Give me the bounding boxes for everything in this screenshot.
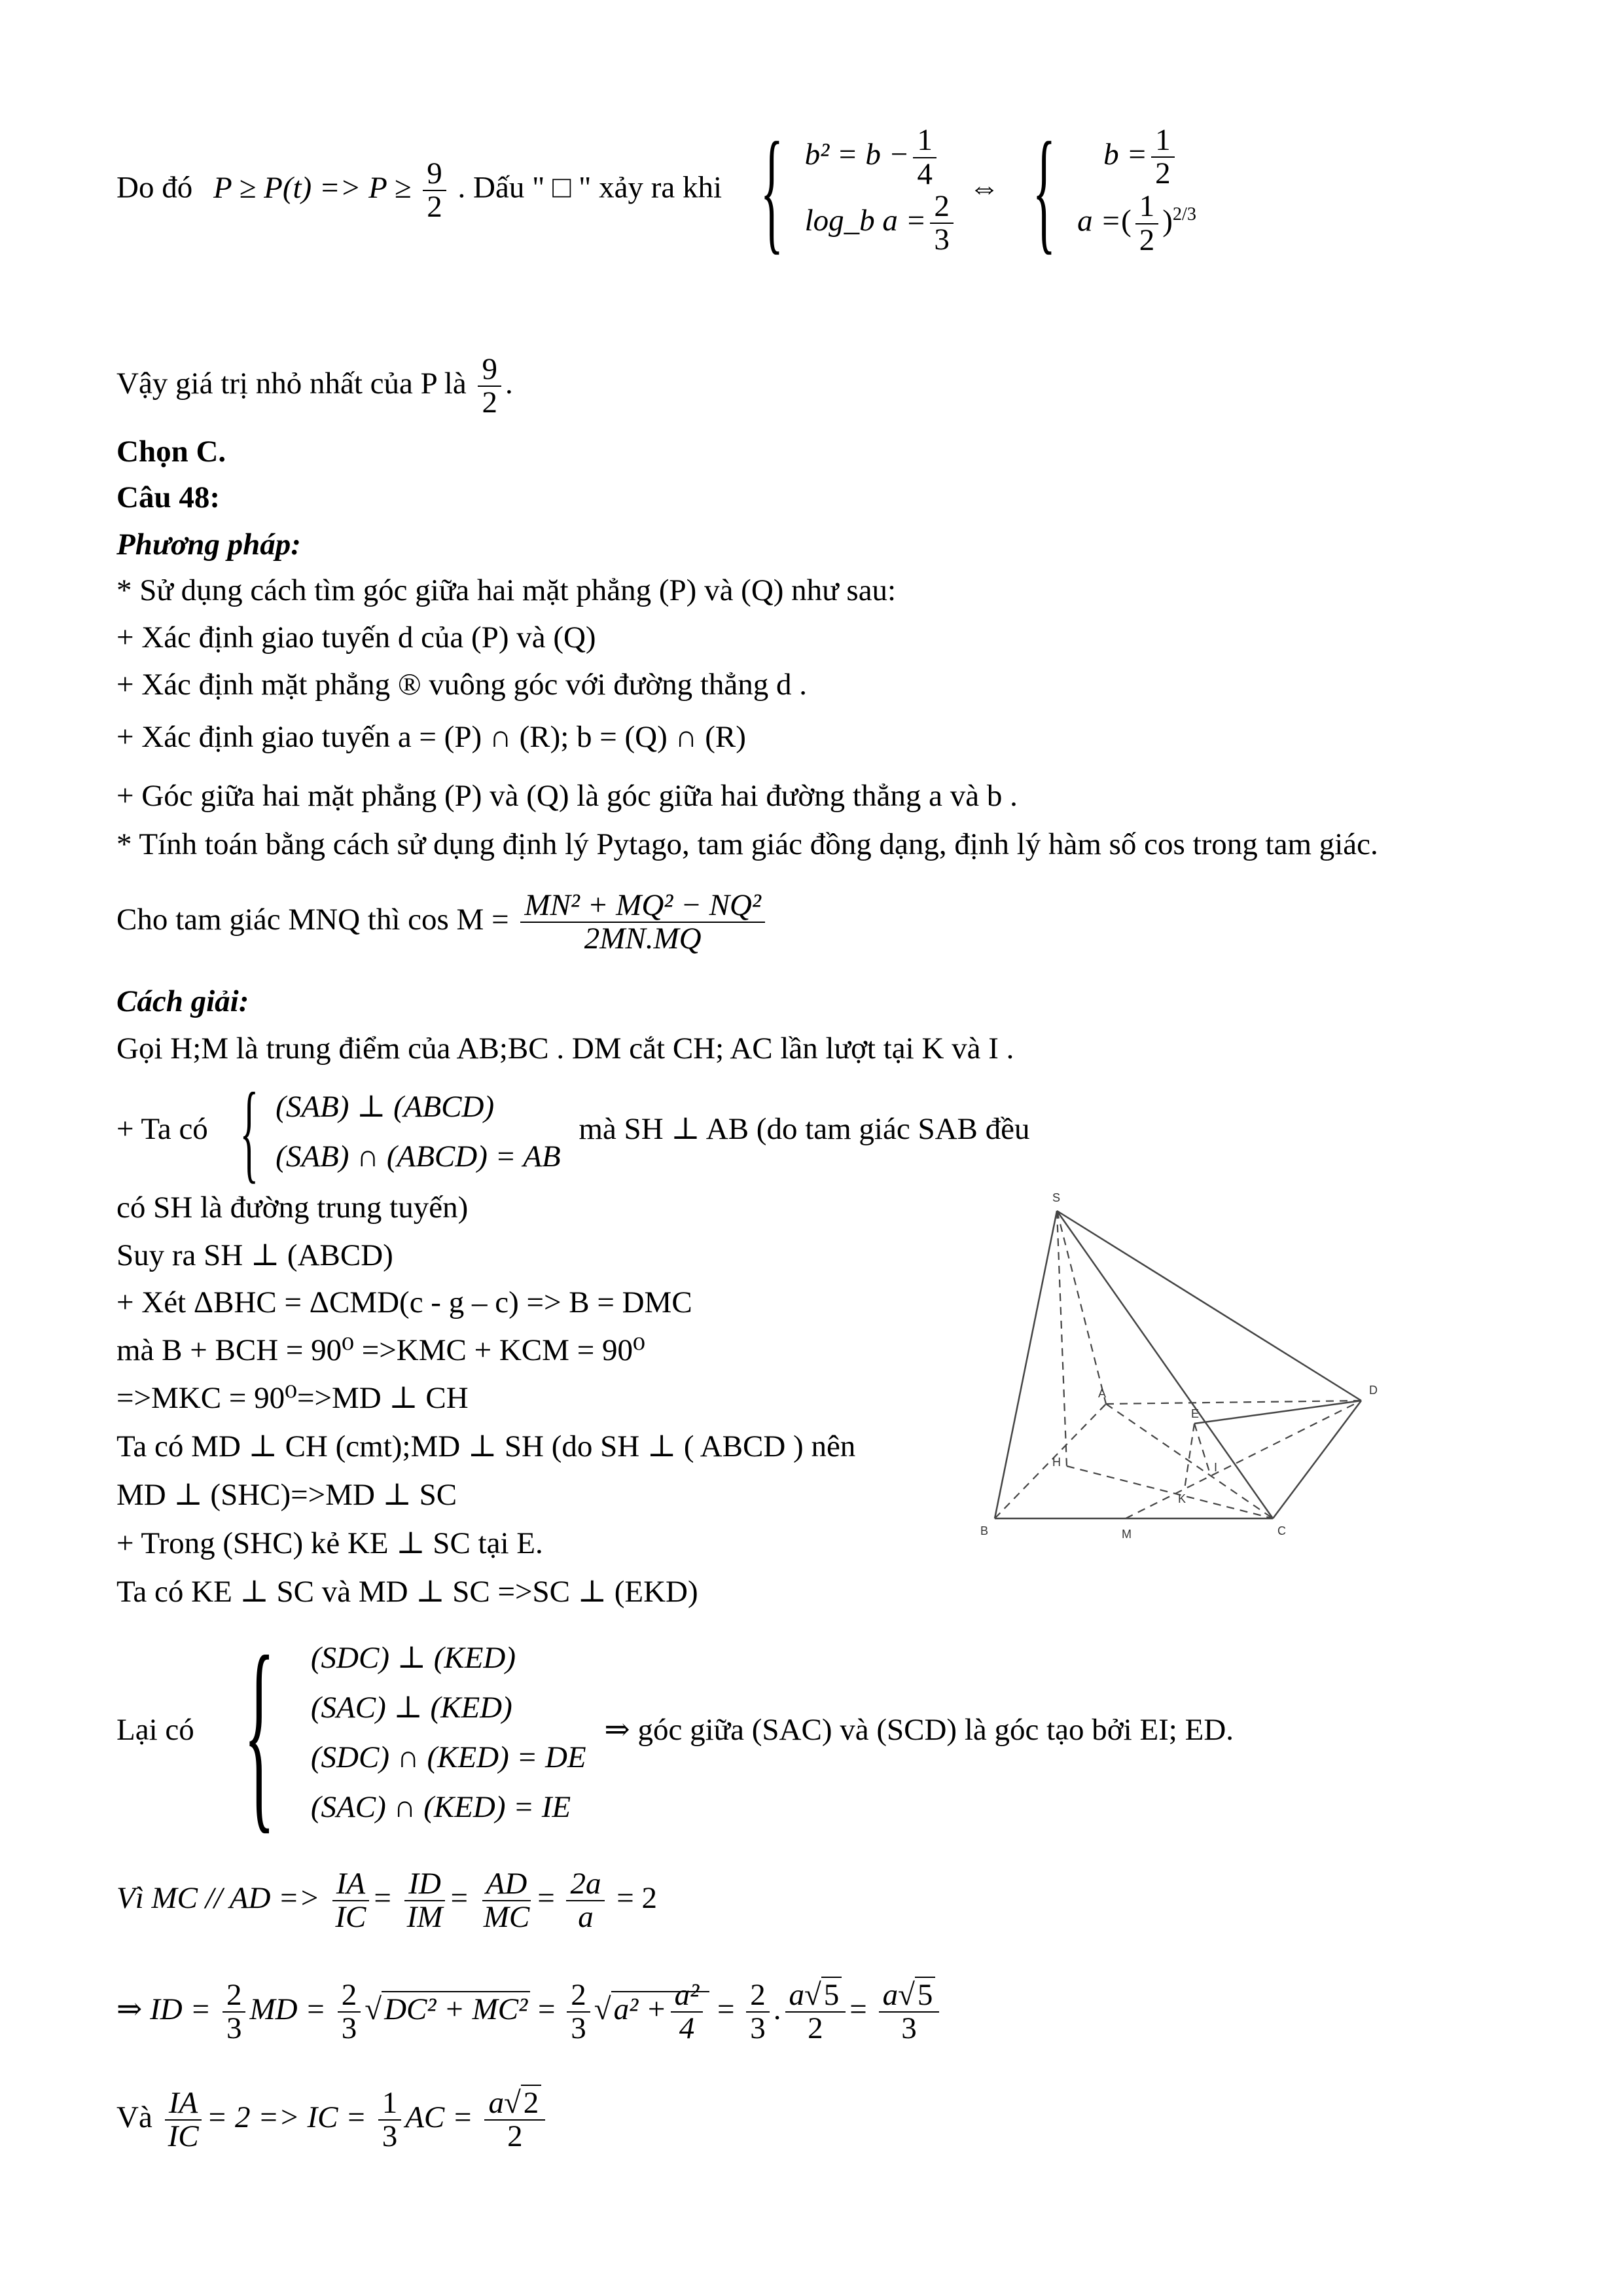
fraction-nine-halves: $\frac{9}{2}$ xyxy=(423,158,446,224)
question-title: Câu 48: xyxy=(116,480,220,514)
system-solution: { b = $\frac{1}{2}$ a =( $\frac{1}{2}$ )$^{2/3}$ xyxy=(1033,114,1196,266)
pyramid-figure xyxy=(969,1178,1427,1545)
system-b-log: { b² = b − $\frac{1}{4}$ log_b a = $\frac{2}{3}$ xyxy=(739,124,957,256)
ta-co-system-line: + Ta có { (SAB) ⊥ (ABCD) (SAB) ∩ (ABCD) = AB mà SH ⊥ AB (do tam giác SAB đều xyxy=(116,1070,1030,1194)
id-computation-line: ⇒ ID = $\frac{2}{3}$ MD = $\frac{2}{3}$ √DC² + MC² = $\frac{2}{3}$ √a² + $\frac{\text{a²}}{4}$ = $\frac{2}{3}$ . $\frac{a√5}{2}$ = $\frac{a√5}{3}$ xyxy=(116,1964,943,2055)
label-i: I xyxy=(1214,1461,1218,1474)
method-line-2: + Xác định giao tuyến d của (P) và (Q) xyxy=(116,620,596,655)
step-line-9: Ta có KE ⊥ SC và MD ⊥ SC =>SC ⊥ (EKD) xyxy=(116,1575,698,1609)
equality-condition-text: . Dấu " □ " xảy ra khi xyxy=(457,170,722,205)
method-line-5: + Góc giữa hai mặt phẳng (P) và (Q) là góc giữa hai đường thẳng a và b . xyxy=(116,779,1018,813)
p-inequality: P ≥ P(t) => P ≥ xyxy=(213,170,412,205)
label-c: C xyxy=(1277,1524,1286,1537)
label-s: S xyxy=(1052,1191,1061,1204)
label-b: B xyxy=(980,1524,989,1537)
ratio-line: Vì MC // AD => $\frac{IA}{IC}$ = $\frac{ID}{IM}$ = $\frac{AD}{MC}$ = $\frac{2a}{a}$ = 2 xyxy=(116,1866,657,1935)
iff-symbol: ⇔ xyxy=(969,170,1000,205)
lai-co-system-line: Lại có { (SDC) ⊥ (KED) (SAC) ⊥ (KED) (SDC) ∩ (KED) = DE (SAC) ∩ (KED) = IE ⇒ góc giữa (SAC) và (SCD) là góc tạo bởi EI; ED. xyxy=(116,1613,1234,1852)
min-value-line: Vậy giá trị nhỏ nhất của P là $\frac{9}{2}$ . xyxy=(116,352,513,420)
label-k: K xyxy=(1178,1492,1186,1505)
step-line-5: =>MKC = 90⁰=>MD ⊥ CH xyxy=(116,1381,469,1415)
method-line-4: + Xác định giao tuyến a = (P) ∩ (R); b = (Q) ∩ (R) xyxy=(116,720,746,754)
step-line-8: + Trong (SHC) kẻ KE ⊥ SC tại E. xyxy=(116,1526,543,1560)
do-do-text: Do đó xyxy=(116,170,193,205)
method-line-1: * Sử dụng cách tìm góc giữa hai mặt phẳng (P) và (Q) như sau: xyxy=(116,573,897,607)
step-line-3: + Xét ΔBHC = ΔCMD(c - g – c) => B = DMC xyxy=(116,1285,692,1319)
step-line-7: MD ⊥ (SHC)=>MD ⊥ SC xyxy=(116,1478,457,1512)
label-d: D xyxy=(1369,1384,1378,1397)
method-heading: Phương pháp: xyxy=(116,528,301,562)
step-line-4: mà B + BCH = 90⁰ =>KMC + KCM = 90⁰ xyxy=(116,1333,645,1367)
method-line-3: + Xác định mặt phẳng ® vuông góc với đường thẳng d . xyxy=(116,668,808,702)
label-e: E xyxy=(1191,1407,1200,1420)
answer-choice: Chọn C. xyxy=(116,435,226,469)
label-h: H xyxy=(1052,1456,1061,1469)
ic-computation-line: Và $\frac{IA}{IC}$ = 2 => IC = $\frac{1}{3}$ AC = $\frac{a√2}{2}$ xyxy=(116,2075,549,2160)
step-line-1: có SH là đường trung tuyến) xyxy=(116,1191,469,1225)
step-line-2: Suy ra SH ⊥ (ABCD) xyxy=(116,1238,393,1272)
conclusion-line xyxy=(116,114,1196,266)
method-line-6: * Tính toán bằng cách sử dụng định lý Pytago, tam giác đồng dạng, định lý hàm số cos trong tam giác. xyxy=(116,827,1378,861)
label-a: A xyxy=(1098,1387,1107,1400)
cosine-rule-line: Cho tam giác MNQ thì cos M = $\frac{\text{MN² + MQ² − NQ²}}{2MN.MQ}$ xyxy=(116,880,769,959)
solution-define: Gọi H;M là trung điểm của AB;BC . DM cắt CH; AC lần lượt tại K và I . xyxy=(116,1031,1014,1066)
step-line-6: Ta có MD ⊥ CH (cmt);MD ⊥ SH (do SH ⊥ ( ABCD ) nên xyxy=(116,1429,856,1463)
label-m: M xyxy=(1122,1528,1132,1541)
solution-heading: Cách giải: xyxy=(116,984,249,1018)
